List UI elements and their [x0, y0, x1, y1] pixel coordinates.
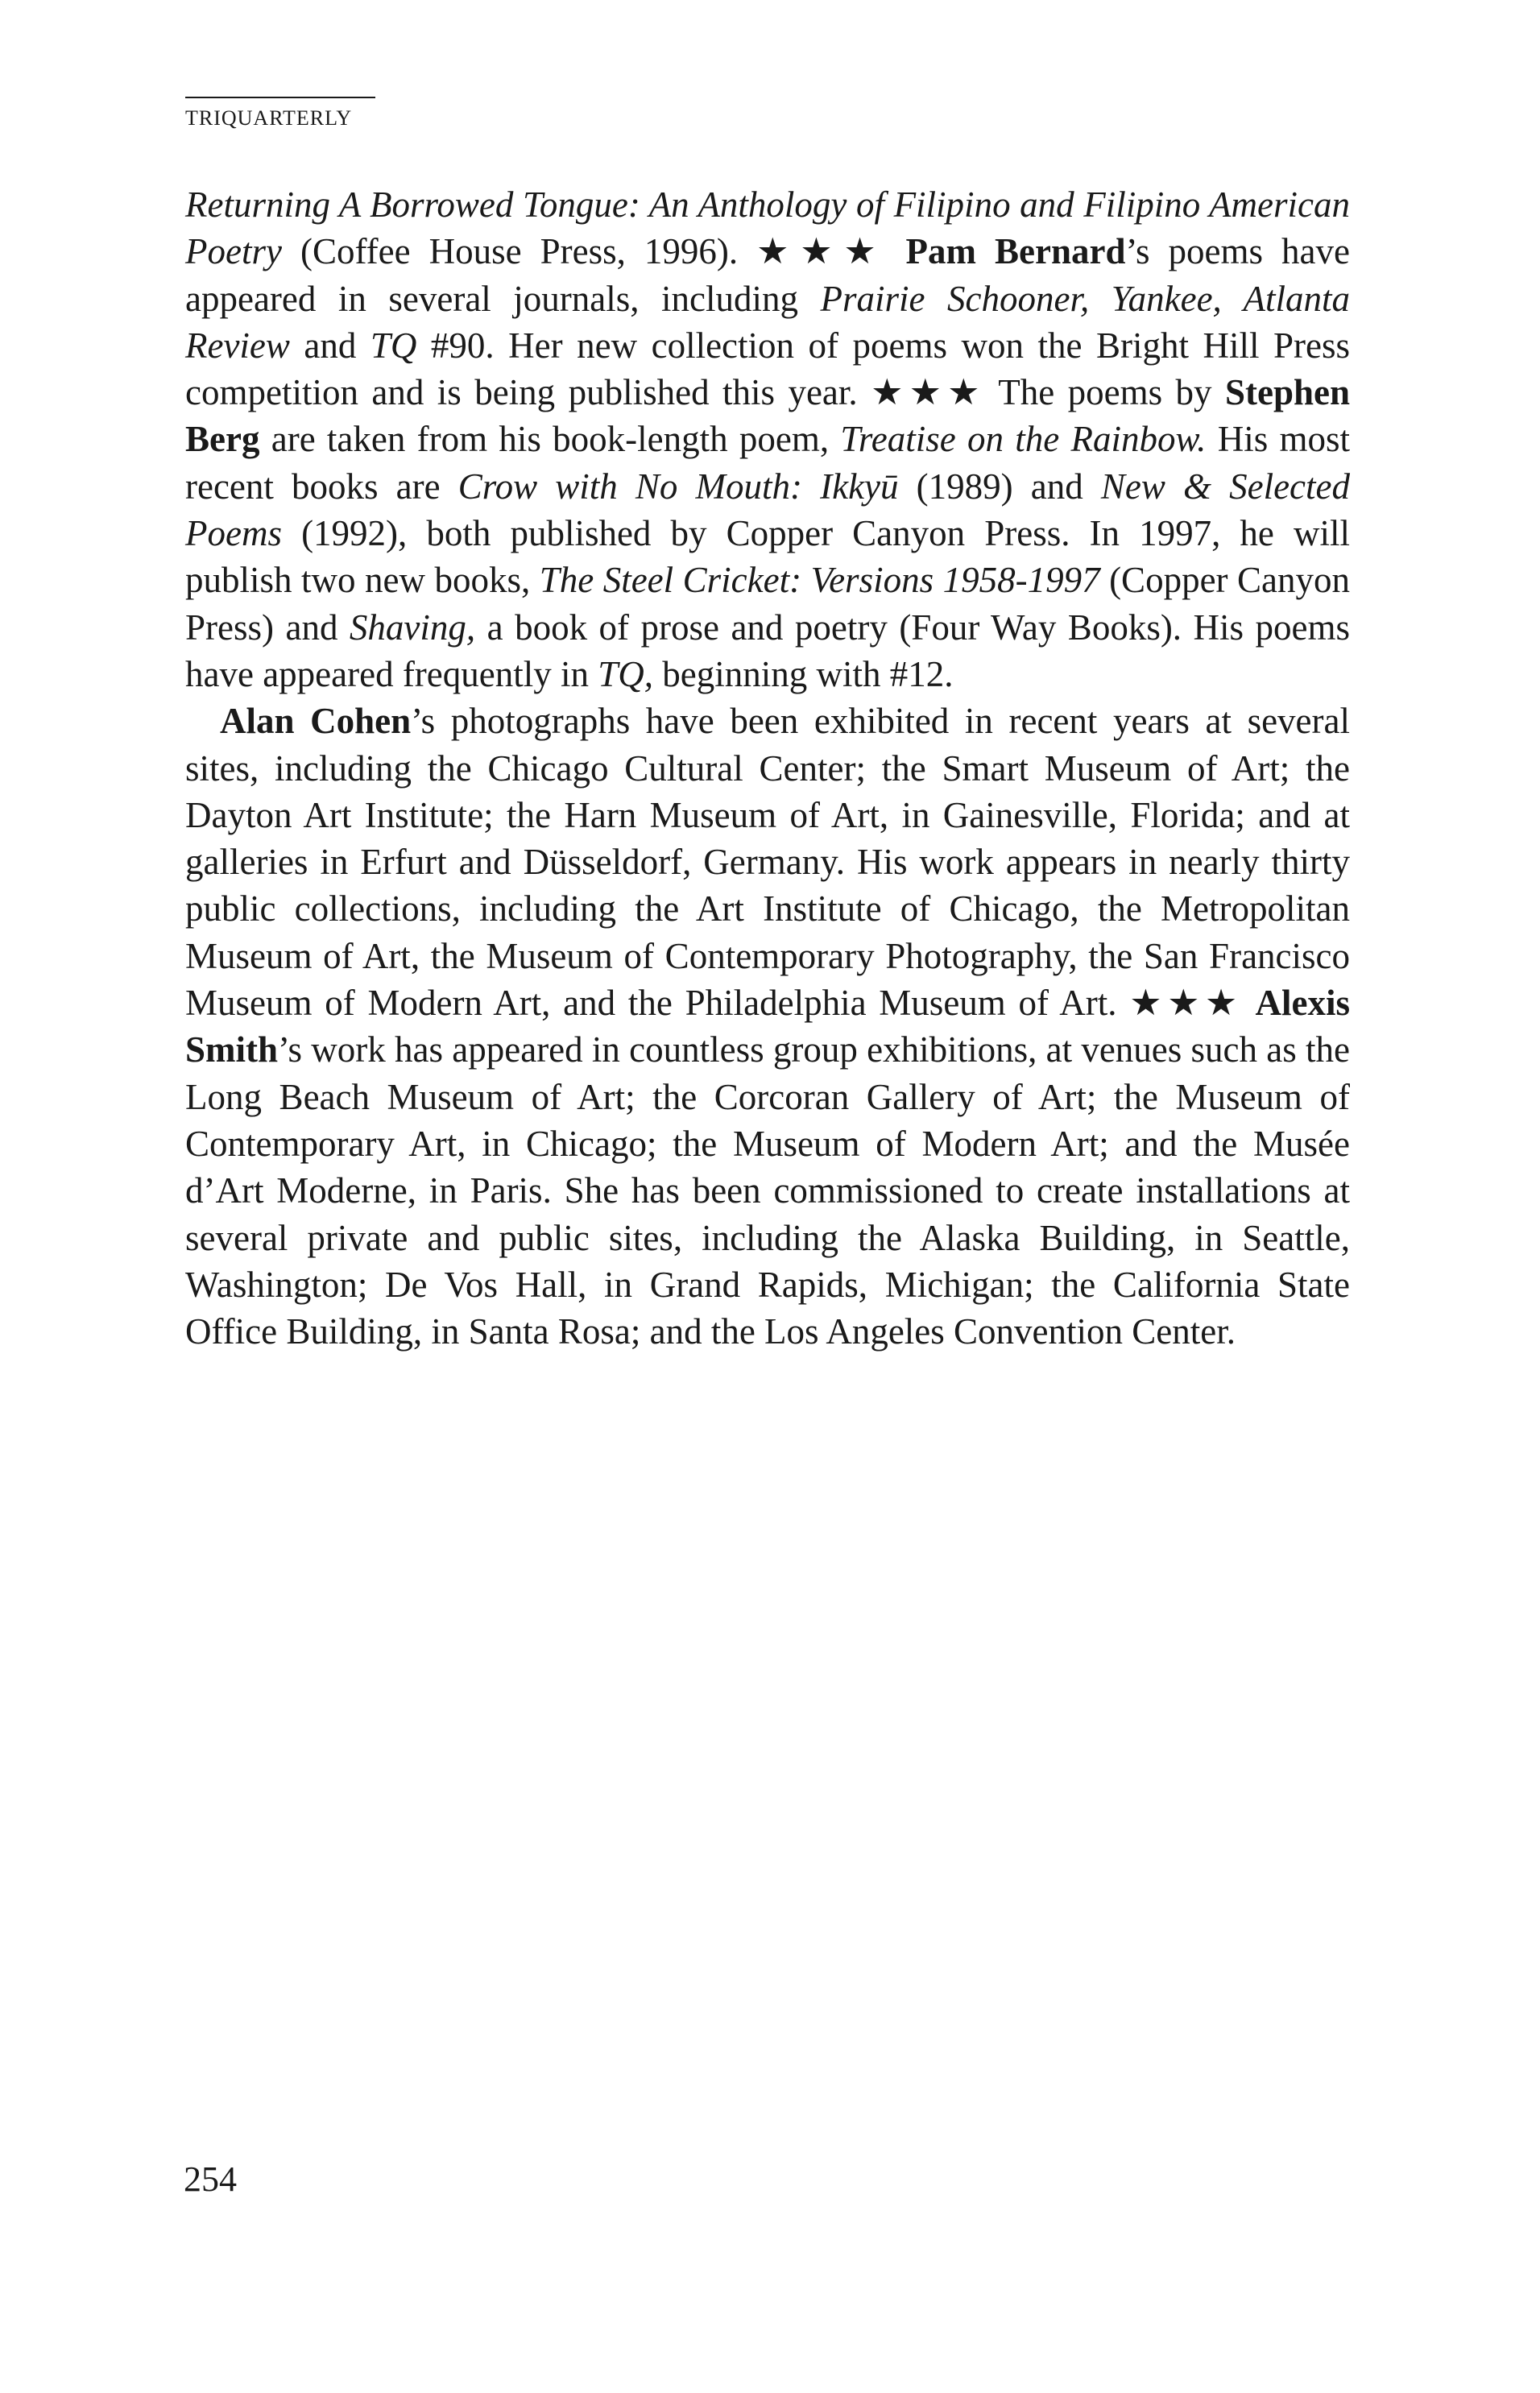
paragraph-1: [185, 181, 1350, 698]
contributor-notes: [185, 181, 1350, 1355]
contributor-name: Alan Cohen: [220, 701, 412, 742]
page-number: 254: [184, 2159, 237, 2199]
text-run: ’s work has appeared in countless group exhibitions, at venues such as the Long Beach Museum of Art; the Corcoran Gallery of Art; the Museum of Contemporary Art, in Chicago; the Museum of Modern Art; and the Musée d’Art Moderne, in Paris. She has been commissioned to create installations at several private and public sites, including the Alaska Building, in Seattle, Washington; De Vos Hall, in Grand Rapids, Michigan; the California State Office Building, in Santa Rosa; and the Los Angeles Convention Center.: [185, 1029, 1350, 1352]
text-run: are taken from his book-length poem,: [259, 419, 841, 460]
star-separator-icon: ★★★: [871, 372, 986, 413]
text-run: a book of prose and poetry (Four Way Books). His poems have appeared frequently in: [185, 607, 1351, 694]
journal-title: TQ,: [598, 653, 654, 694]
text-run: (1992), both published by Copper Canyon Press. In 1997, he will publish two new books,: [185, 513, 1350, 601]
text-run: [887, 231, 905, 271]
star-separator-icon: ★★★: [756, 231, 888, 272]
text-run: ’s photographs have been exhibited in recent years at several sites, including the Chicago Cultural Center; the Smart Museum of Art; the Dayton Art Institute; the Harn Museum of Art, in Gainesville, Florida; and at galleries in Erfurt and Düsseldorf, Germany. His work appears in nearly thirty public collections, including the Art Institute of Chicago, the Metropolitan Museum of Art, the Museum of Contemporary Photography, the San Francisco Museum of Modern Art, and the Philadelphia Museum of Art.: [185, 701, 1350, 1024]
journal-titles: Prairie Schooner, Yankee, Atlanta Review: [185, 278, 1350, 366]
book-title: Crow with No Mouth: Ikkyū: [457, 466, 899, 507]
book-title: Treatise on the Rainbow.: [840, 419, 1207, 460]
text-run: beginning with #12.: [653, 653, 954, 694]
star-separator-icon: ★★★: [1129, 983, 1243, 1024]
running-head: TRIQUARTERLY: [185, 97, 375, 130]
book-title: Returning A Borrowed Tongue: An Anthology of Filipino and Filipino American Poetry: [185, 184, 1350, 272]
text-run: and: [289, 325, 371, 366]
book-title: Shaving,: [349, 607, 476, 648]
text-run: (1989) and: [898, 466, 1101, 507]
journal-title: TQ: [370, 325, 417, 366]
text-run: (Coffee House Press, 1996).: [281, 231, 757, 272]
text-run: His most recent books are: [185, 419, 1350, 507]
text-run: The poems by: [985, 372, 1225, 413]
contributor-name: Stephen Berg: [185, 372, 1350, 460]
contributor-name: Pam Bernard: [905, 231, 1126, 272]
contributor-name: Alexis Smith: [185, 983, 1351, 1070]
book-title: The Steel Cricket: Versions 1958-1997: [539, 560, 1100, 601]
text-run: [1243, 983, 1256, 1023]
text-run: #90. Her new collection of poems won the Bright Hill Press competition and is being published this year.: [185, 325, 1350, 413]
paragraph-2: [185, 698, 1350, 1355]
book-title: New & Selected Poems: [185, 466, 1350, 554]
text-run: ’s poems have appeared in several journals, including: [185, 231, 1350, 319]
text-run: (Copper Canyon Press) and: [185, 560, 1351, 648]
